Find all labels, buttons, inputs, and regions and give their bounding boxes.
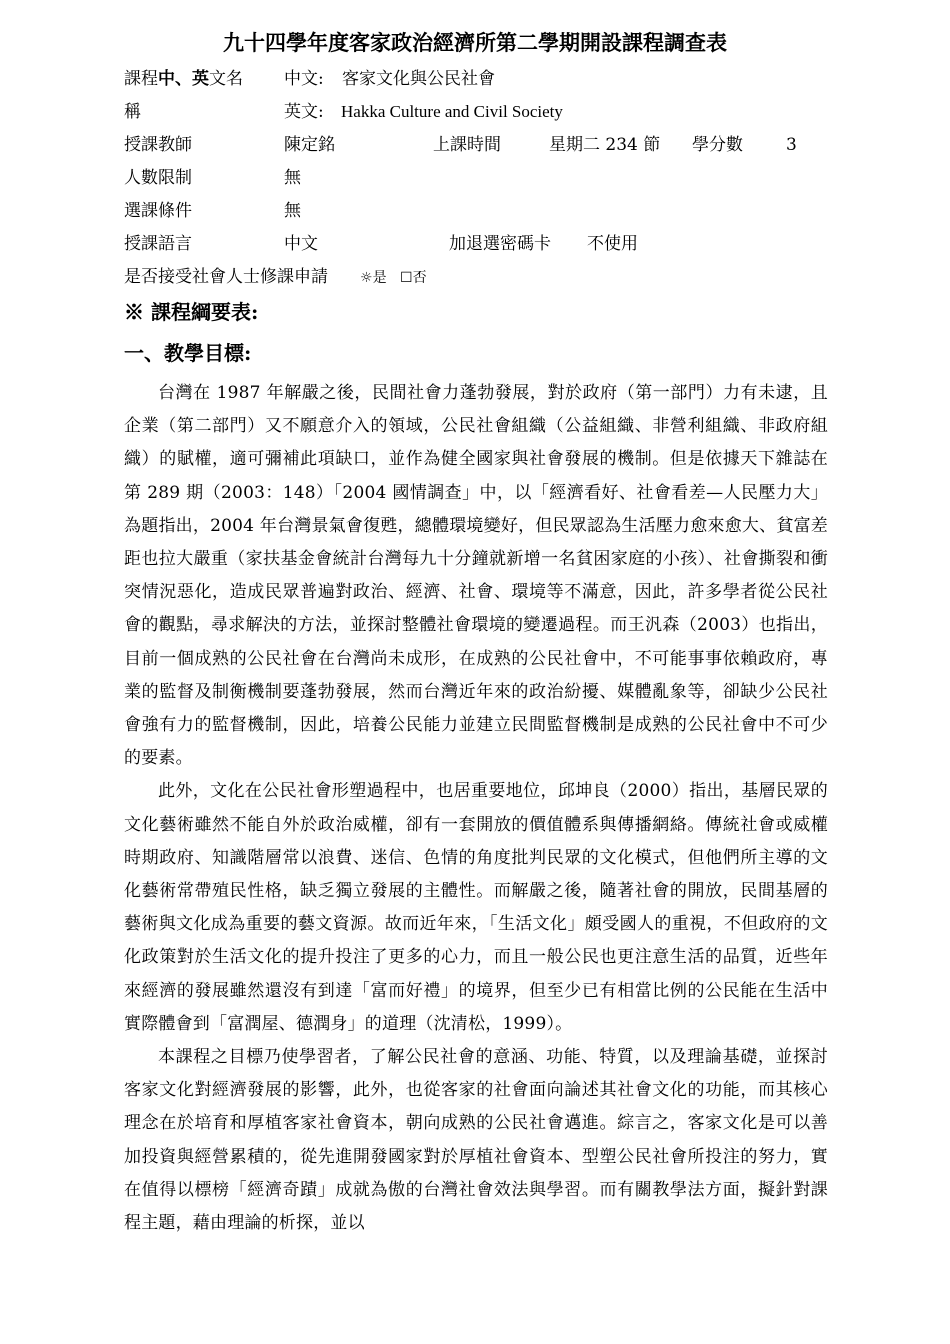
class-time-value: 星期二 234 節 [549,135,661,155]
course-name-label-bold: 中、英 [158,69,209,89]
paragraph-1: 台灣在 1987 年解嚴之後，民間社會力蓬勃發展，對於政府（第一部門）力有未逮，且企業（第二部門）又不願意介入的領域，公民社會組織（公益組織、非營利組織、非政府組織）的賦權，適可彌補此項缺口，並作為健全國家與社會發展的機制。但是依據天下雜誌在第 289 期（2003：148）「2004 國情調查」中，以「經濟看好、社會看差—人民壓力大」為題指出，2004 年台灣景氣會復甦，總體環境變好，但民眾認為生活壓力愈來愈大、貧富差距也拉大嚴重（家扶基金會統計台灣每九十分鐘就新增一名貧困家庭的小孩）、社會撕裂和衝突情況惡化，造成民眾普遍對政治、經濟、社會、環境等不滿意，因此，許多學者從公民社會的觀點，尋求解決的方法，並探討整體社會環境的變遷過程。而王汎森（2003）也指出，目前一個成熟的公民社會在台灣尚未成形，在成熟的公民社會中，不可能事事依賴政府，專業的監督及制衡機制要蓬勃發展，然而台灣近年來的政治紛擾、媒體亂象等，卻缺少公民社會強有力的監督機制，因此，培養公民能力並建立民間監督機制是成熟的公民社會中不可少的要素。 [124,383,828,769]
public-enrollment-row [124,262,828,292]
english-name-label: 英文: [284,102,324,122]
document-title: 九十四學年度客家政治經濟所第二學期開設課程調查表 [223,30,727,55]
instructor-label: 授課教師 [124,135,192,155]
paragraph-2: 此外，文化在公民社會形塑過程中，也居重要地位，邱坤良（2000）指出，基層民眾的文化藝術雖然不能自外於政治威權，卻有一套開放的價值體系與傳播網絡。傳統社會或威權時期政府、知識階層常以浪費、迷信、色情的角度批判民眾的文化模式，但他們所主導的文化藝術常帶殖民性格，缺乏獨立發展的主體性。而解嚴之後，隨著社會的開放，民間基層的藝術與文化成為重要的藝文資源。故而近年來，「生活文化」頗受國人的重視，不但政府的文化政策對於生活文化的提升投注了更多的心力，而且一般公民也更注意生活的品質，近些年來經濟的發展雖然還沒有到達「富而好禮」的境界，但至少已有相當比例的公民能在生活中實際體會到「富潤屋、德潤身」的道理（沈清松，1999）。 [124,781,828,1034]
english-name-value: Hakka Culture and Civil Society [341,102,563,121]
prerequisite-value: 無 [284,201,301,221]
teaching-objectives-body [124,377,828,1240]
section-1-heading: 一、教學目標: [124,341,252,365]
paragraph-3: 本課程之目標乃使學習者，了解公民社會的意涵、功能、特質，以及理論基礎，並探討客家文化對經濟發展的影響，此外，也從客家的社會面向論述其社會文化的功能，而其核心理念在於培育和厚植客家社會資本，朝向成熟的公民社會邁進。綜言之，客家文化是可以善加投資與經營累積的，從先進開發國家對於厚植社會資本、型塑公民社會所投注的努力，實在值得以標榜「經濟奇蹟」成就為傲的台灣社會效法與學習。而有關教學法方面，擬針對課程主題，藉由理論的析探，並以 [124,1047,828,1234]
yes-label: 是 [372,270,387,286]
chinese-name-label: 中文: [284,69,324,89]
language-value: 中文 [284,234,318,254]
enrollment-limit-row [124,163,828,193]
credits-label: 學分數 [692,135,743,155]
no-option [400,262,427,293]
yes-sun-icon: ☼ [360,270,373,286]
public-enrollment-label: 是否接受社會人士修課申請 [124,267,328,287]
yes-option [360,262,387,293]
password-card-label: 加退選密碼卡 [449,234,551,254]
empty-checkbox-icon: ☐ [400,270,413,286]
course-name-label-suffix: 文名 [209,69,243,89]
course-name-row-2 [124,97,828,127]
instructor-value: 陳定銘 [284,135,335,155]
course-name-row [124,64,828,94]
prerequisite-row [124,196,828,226]
instructor-row [124,130,828,160]
chinese-name-value: 客家文化與公民社會 [342,69,495,89]
course-name-label-prefix: 課程 [124,69,158,89]
prerequisite-label: 選課條件 [124,201,192,221]
course-name-label [124,64,243,94]
language-label: 授課語言 [124,234,192,254]
language-row [124,229,828,259]
credits-value: 3 [786,135,797,155]
course-name-label-line2: 稱 [124,102,141,122]
password-card-value: 不使用 [587,234,638,254]
class-time-label: 上課時間 [433,135,501,155]
enrollment-limit-value: 無 [284,168,301,188]
no-label: 否 [412,270,427,286]
outline-heading: ※ 課程綱要表: [124,300,259,324]
enrollment-limit-label: 人數限制 [124,168,192,188]
